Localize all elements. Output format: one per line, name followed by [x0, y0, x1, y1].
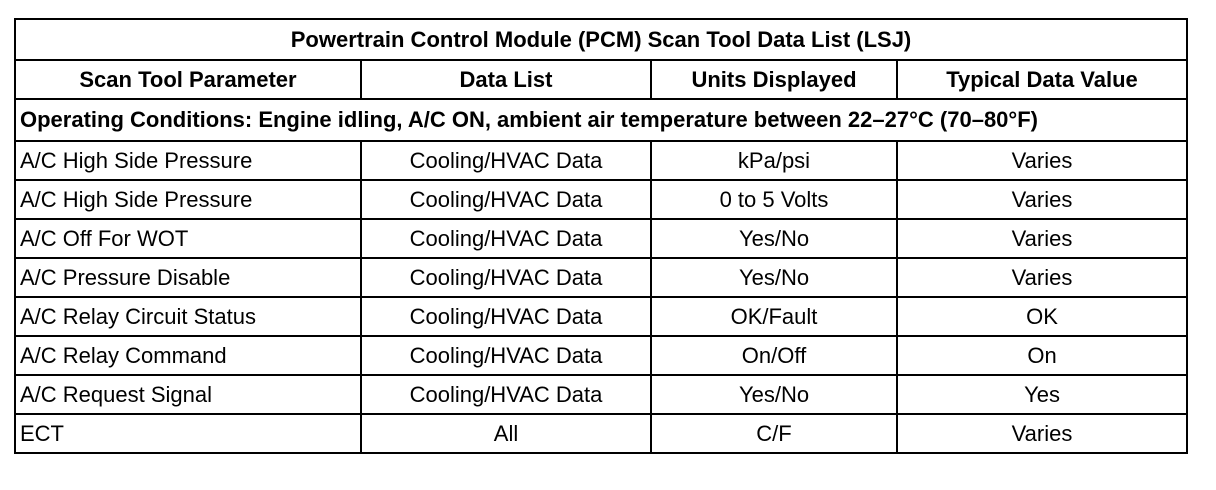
- table-row: [15, 297, 1187, 336]
- units-cell: OK/Fault: [651, 297, 897, 336]
- units-cell: C/F: [651, 414, 897, 453]
- data-list-cell: Cooling/HVAC Data: [361, 180, 651, 219]
- scan-tool-data-table: [14, 18, 1188, 454]
- data-list-cell: Cooling/HVAC Data: [361, 375, 651, 414]
- units-cell: kPa/psi: [651, 141, 897, 180]
- table-row: [15, 180, 1187, 219]
- typical-value-cell: OK: [897, 297, 1187, 336]
- typical-value-cell: Varies: [897, 258, 1187, 297]
- data-list-cell: Cooling/HVAC Data: [361, 336, 651, 375]
- data-list-cell: Cooling/HVAC Data: [361, 258, 651, 297]
- parameter-cell: A/C Request Signal: [15, 375, 361, 414]
- table-row: [15, 141, 1187, 180]
- table-body: [15, 141, 1187, 453]
- typical-value-cell: Varies: [897, 219, 1187, 258]
- typical-value-cell: Yes: [897, 375, 1187, 414]
- units-cell: Yes/No: [651, 258, 897, 297]
- column-header: Scan Tool Parameter: [15, 60, 361, 99]
- parameter-cell: ECT: [15, 414, 361, 453]
- parameter-cell: A/C Relay Command: [15, 336, 361, 375]
- units-cell: Yes/No: [651, 375, 897, 414]
- table-row: [15, 219, 1187, 258]
- units-cell: Yes/No: [651, 219, 897, 258]
- typical-value-cell: Varies: [897, 414, 1187, 453]
- table-row: [15, 414, 1187, 453]
- typical-value-cell: Varies: [897, 180, 1187, 219]
- title-row: [15, 19, 1187, 60]
- table-row: [15, 258, 1187, 297]
- units-cell: On/Off: [651, 336, 897, 375]
- table-title: Powertrain Control Module (PCM) Scan Tool Data List (LSJ): [15, 19, 1187, 60]
- column-header: Data List: [361, 60, 651, 99]
- data-list-cell: Cooling/HVAC Data: [361, 141, 651, 180]
- table-row: [15, 336, 1187, 375]
- parameter-cell: A/C Pressure Disable: [15, 258, 361, 297]
- units-cell: 0 to 5 Volts: [651, 180, 897, 219]
- conditions-row: [15, 99, 1187, 141]
- parameter-cell: A/C High Side Pressure: [15, 180, 361, 219]
- parameter-cell: A/C Off For WOT: [15, 219, 361, 258]
- typical-value-cell: On: [897, 336, 1187, 375]
- operating-conditions: Operating Conditions: Engine idling, A/C ON, ambient air temperature between 22–27°C (70–80°F): [15, 99, 1187, 141]
- column-header: Typical Data Value: [897, 60, 1187, 99]
- table-row: [15, 375, 1187, 414]
- parameter-cell: A/C Relay Circuit Status: [15, 297, 361, 336]
- parameter-cell: A/C High Side Pressure: [15, 141, 361, 180]
- header-row: [15, 60, 1187, 99]
- data-list-cell: All: [361, 414, 651, 453]
- typical-value-cell: Varies: [897, 141, 1187, 180]
- data-list-cell: Cooling/HVAC Data: [361, 297, 651, 336]
- column-header: Units Displayed: [651, 60, 897, 99]
- data-list-cell: Cooling/HVAC Data: [361, 219, 651, 258]
